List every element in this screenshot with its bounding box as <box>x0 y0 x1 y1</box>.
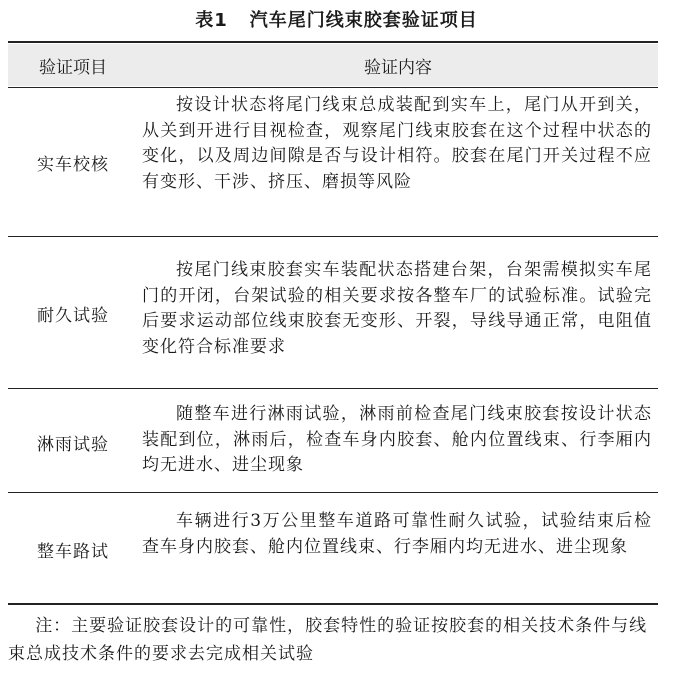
row-item-content: 车辆进行3万公里整车道路可靠性耐久试验，试验结束后检查车身内胶套、舱内位置线束、行李厢内均无进水、进尘现象 <box>142 511 652 557</box>
table-caption: 汽车尾门线束胶套验证项目 <box>249 10 478 31</box>
row-divider <box>8 492 658 493</box>
table-row <box>8 509 658 589</box>
table-row <box>8 93 658 231</box>
row-item-content: 按尾门线束胶套实车装配状态搭建台架，台架需模拟实车尾门的开闭，台架试验的相关要求按各整车厂的试验标准。试验完后要求运动部位线束胶套无变形、开裂，导线导通正常，电阻值变化符合标准要求 <box>142 260 652 357</box>
row-item-content: 按设计状态将尾门线束总成装配到实车上，尾门从开到关，从关到开进行目视检查，观察尾门线束胶套在这个过程中状态的变化，以及周边间隙是否与设计相符。胶套在尾门开关过程不应有变形、干涉、挤压、磨损等风险 <box>142 95 652 192</box>
row-item-content: 随整车进行淋雨试验，淋雨前检查尾门线束胶套按设计状态装配到位，淋雨后，检查车身内胶套、舱内位置线束、行李厢内均无进水、进尘现象 <box>142 404 652 475</box>
table-row <box>8 258 658 368</box>
row-item-name: 耐久试验 <box>37 305 109 326</box>
table-title <box>0 6 673 32</box>
header-rule <box>8 87 658 88</box>
table-row <box>8 402 658 482</box>
row-item-name: 整车路试 <box>37 541 109 562</box>
header-content: 验证内容 <box>364 57 432 78</box>
table-number: 表1 <box>195 10 228 31</box>
row-divider <box>8 236 658 237</box>
header-item: 验证项目 <box>39 57 107 78</box>
table-header-row <box>8 44 658 86</box>
bottom-rule <box>8 603 658 605</box>
row-item-name: 淋雨试验 <box>37 434 109 455</box>
row-item-name: 实车校核 <box>37 154 109 175</box>
row-divider <box>8 388 658 389</box>
top-rule <box>8 41 658 43</box>
table-note: 注：主要验证胶套设计的可靠性，胶套特性的验证按胶套的相关技术条件与线束总成技术条件的要求去完成相关试验 <box>8 616 648 664</box>
